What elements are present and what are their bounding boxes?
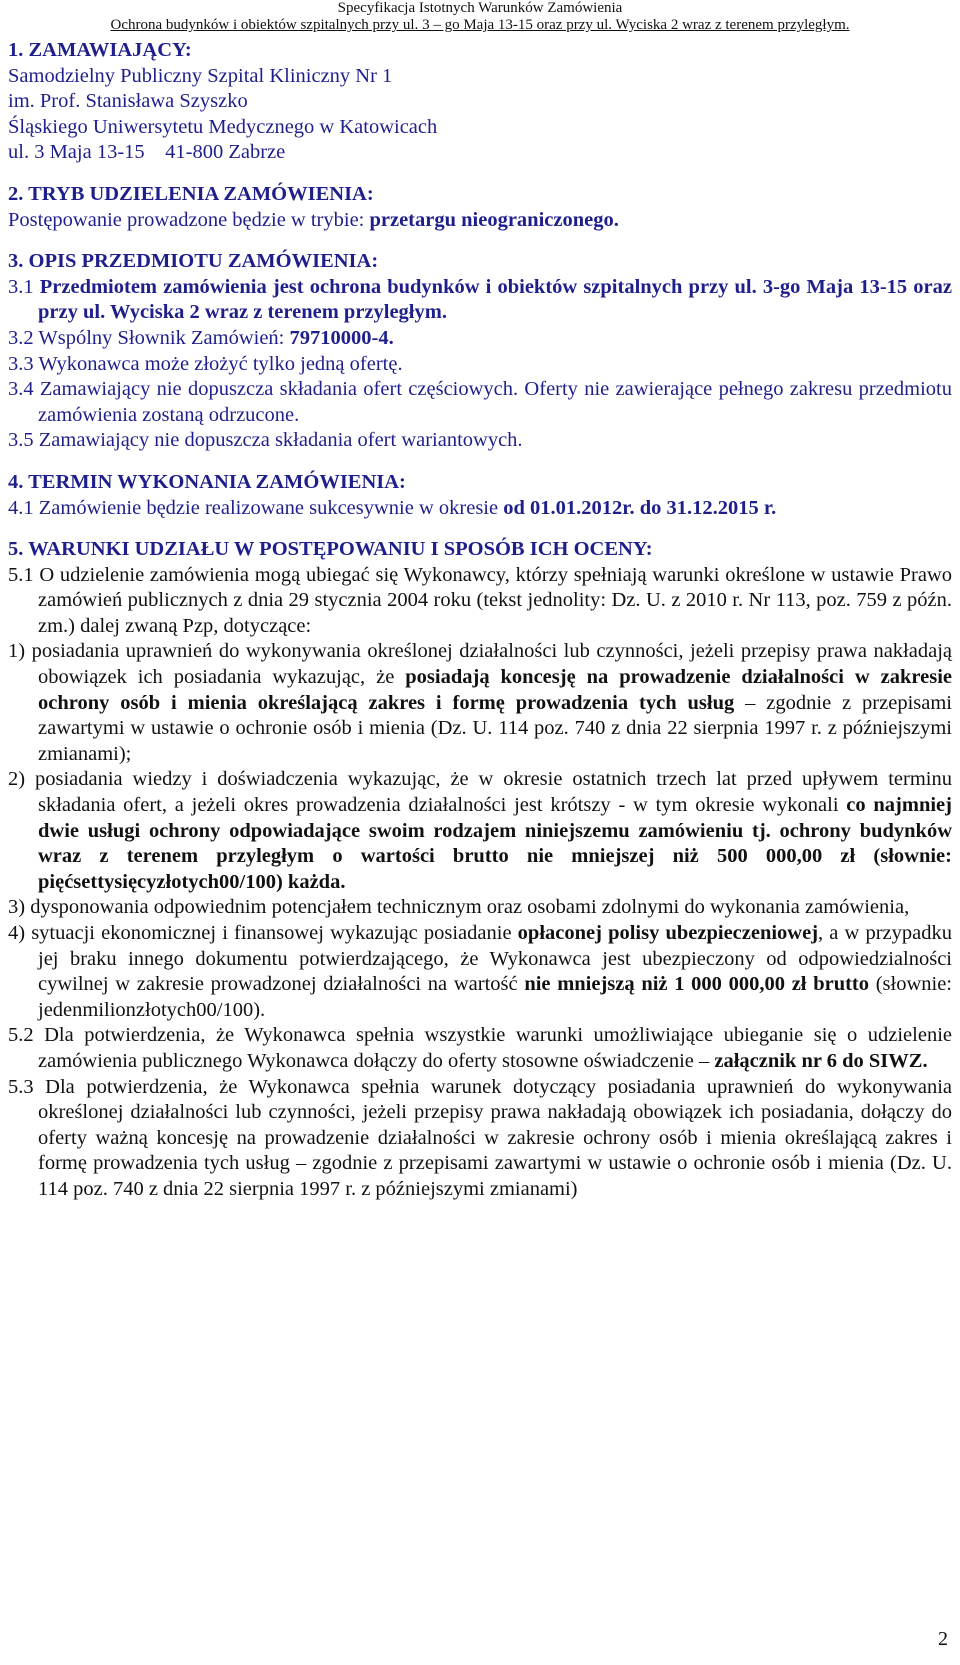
ordering-party-line: ul. 3 Maja 13-15 41-800 Zabrze	[8, 141, 286, 164]
item-3-3: 3.3 Wykonawca może złożyć tylko jedną ofertę.	[8, 352, 403, 375]
condition-1	[8, 639, 952, 767]
section-5-heading: 5. WARUNKI UDZIAŁU W POSTĘPOWANIU I SPOSÓB ICH OCENY:	[8, 538, 653, 561]
condition-text: 1) posiadania uprawnień do wykonywania określonej działalności lub czynności, jeżeli przepisy prawa nakładają obowiązek ich posiadania wykazując, że	[8, 640, 952, 689]
item-3-5: 3.5 Zamawiający nie dopuszcza składania ofert wariantowych.	[8, 429, 523, 452]
condition-3: 3) dysponowania odpowiednim potencjałem technicznym oraz osobami zdolnymi do wykonania zamówienia,	[8, 896, 910, 919]
procedure-mode	[8, 208, 952, 234]
ordering-party-line: Śląskiego Uniwersytetu Medycznego w Katowicach	[8, 115, 438, 138]
condition-text: 2) posiadania wiedzy i doświadczenia wykazując, że w okresie ostatnich trzech lat przed upływem terminu składania ofert, a jeżeli okres prowadzenia działalności jest krótszy - w tym okresie wykonali	[8, 768, 952, 817]
ordering-party-line: Samodzielny Publiczny Szpital Kliniczny Nr 1	[8, 64, 393, 87]
header-title: Specyfikacja Istotnych Warunków Zamówienia	[337, 0, 623, 16]
condition-text: – zgodnie z przepisami zawartymi w ustawie o ochronie osób i mienia (Dz. U. 114 poz. 740 z dnia 22 sierpnia 1997 r. z późniejszymi zmianami);	[38, 691, 952, 765]
section-2-heading: 2. TRYB UDZIELENIA ZAMÓWIENIA:	[8, 182, 374, 205]
term-dates: od 01.01.2012r. do 31.12.2015 r.	[503, 496, 777, 519]
item-3-1	[8, 275, 952, 326]
procedure-text: Postępowanie prowadzone będzie w trybie:	[8, 208, 370, 231]
section-1-heading: 1. ZAMAWIAJĄCY:	[8, 39, 192, 61]
section-3-heading: 3. OPIS PRZEDMIOTU ZAMÓWIENIA:	[8, 250, 379, 273]
condition-2	[8, 767, 952, 895]
procedure-type: przetargu nieograniczonego.	[369, 208, 619, 231]
condition-bold: nie mniejszą niż 1 000 000,00 zł brutto	[524, 973, 869, 996]
subject-of-order: Przedmiotem zamówienia jest ochrona budynków i obiektów szpitalnych przy ul. 3-go Maja 13-15 oraz przy ul. Wyciska 2 wraz z terenem przyległym.	[38, 275, 952, 324]
item-4-1	[8, 496, 952, 522]
attachment-reference: załącznik nr 6 do SIWZ.	[714, 1049, 928, 1072]
header-subtitle: Ochrona budynków i obiektów szpitalnych przy ul. 3 – go Maja 13-15 oraz przy ul. Wyciska 2 wraz z terenem przyległym.	[110, 17, 850, 33]
item-5-3: 5.3 Dla potwierdzenia, że Wykonawca spełnia warunek dotyczący posiadania uprawnień do wykonywania określonej działalności lub czynności, jeżeli przepisy prawa nakładają obowiązek ich posiadania, dołączy do oferty ważną koncesję na prowadzenie działalności w zakresie ochrony osób i mienia określającą zakres i formę prowadzenia tych usług – zgodnie z przepisami zawartymi w ustawie o ochronie osób i mienia (Dz. U. 114 poz. 740 z dnia 22 sierpnia 1997 r. z późniejszymi zmianami)	[8, 1075, 952, 1200]
term-text: 4.1 Zamówienie będzie realizowane sukcesywnie w okresie	[8, 496, 504, 519]
item-3-4: 3.4 Zamawiający nie dopuszcza składania ofert częściowych. Oferty nie zawierające pełnego zakresu przedmiotu zamówienia zostaną odrzucone.	[8, 378, 952, 426]
condition-4	[8, 921, 952, 1023]
condition-bold: posiadają koncesję na prowadzenie działalności w zakresie ochrony osób i mienia określającą zakres i formę prowadzenia tych usług	[38, 666, 953, 714]
cpv-code: 79710000-4.	[289, 326, 394, 349]
page-header	[0, 0, 960, 34]
condition-text: 4) sytuacji ekonomicznej i finansowej wykazując posiadanie	[8, 922, 518, 944]
item-5-2	[8, 1023, 952, 1074]
item-5-1: 5.1 O udzielenie zamówienia mogą ubiegać się Wykonawcy, którzy spełniają warunki określone w ustawie Prawo zamówień publicznych z dnia 29 stycznia 2004 roku (tekst jednolity: Dz. U. z 2010 r. Nr 113, poz. 759 z późn. zm.) dalej zwaną Pzp, dotyczące:	[8, 563, 952, 637]
confirmation-text: 5.2 Dla potwierdzenia, że Wykonawca spełnia wszystkie warunki umożliwiające ubieganie się o udzielenie zamówienia publicznego Wykonawca dołączy do oferty stosowne oświadczenie –	[8, 1024, 952, 1072]
page-number: 2	[938, 1628, 948, 1650]
condition-text: , a w przypadku jej braku innego dokumentu potwierdzającego, że Wykonawca jest ubezpieczony od odpowiedzialności cywilnej w zakresie prowadzonej działalności na wartość	[38, 922, 952, 996]
item-number: 3.1	[8, 275, 40, 298]
condition-text: (słownie: jedenmilionzłotych00/100).	[38, 973, 952, 1021]
item-3-2	[8, 326, 952, 352]
document-body	[8, 38, 952, 1203]
condition-bold: co najmniej dwie usługi ochrony odpowiadające swoim rodzajem niniejszemu zamówieniu tj. ochrony budynków wraz z terenem przyległym o wartości brutto nie mniejszej niż 500 000,00 zł (słownie: pięćsettysięcyzłotych00/100) każda.	[38, 794, 952, 893]
condition-bold: opłaconej polisy ubezpieczeniowej	[517, 922, 819, 944]
section-4-heading: 4. TERMIN WYKONANIA ZAMÓWIENIA:	[8, 470, 406, 493]
cpv-label: 3.2 Wspólny Słownik Zamówień:	[8, 326, 290, 349]
ordering-party-line: im. Prof. Stanisława Szyszko	[8, 90, 248, 113]
